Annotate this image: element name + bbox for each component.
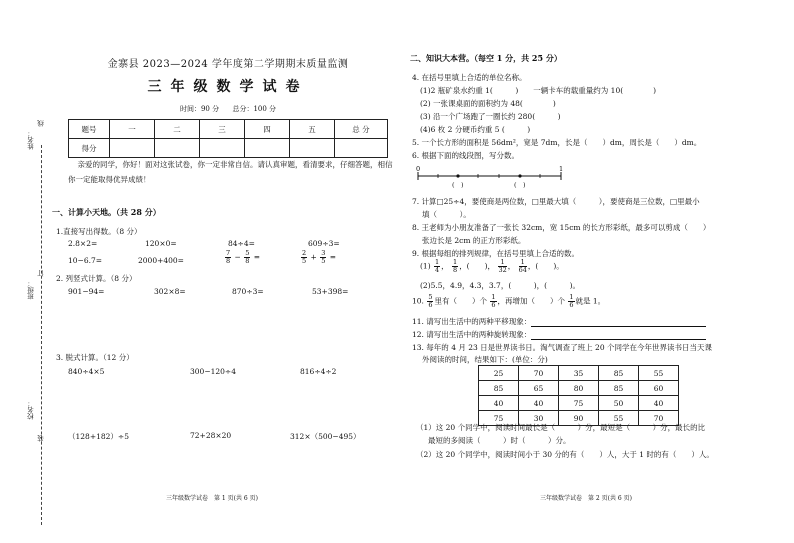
page-left xyxy=(50,0,395,543)
number-line-answer[interactable]: ( ) xyxy=(452,181,464,189)
question-4-1: (1)2 瓶矿泉水约重 1( ) 一辆卡车的载重量约为 10( ) xyxy=(420,86,657,95)
question-6: 6. 根据下面的线段图，写分数。 xyxy=(412,151,520,160)
table-cell: 80 xyxy=(559,381,599,396)
table-cell: 50 xyxy=(599,396,639,411)
question-4: 4. 在括号里填上合适的单位名称。 xyxy=(412,73,527,82)
exam-meta xyxy=(78,104,378,114)
vertical-calc-item: 53+398= xyxy=(312,287,349,296)
question-5: 5. 一个长方形的面积是 56dm²，宽是 7dm，长是（ ）dm，周长是（ ）dm。 xyxy=(412,138,702,147)
question-4-4: (4)6 枚 2 分硬币约重 5 ( ) xyxy=(420,125,531,134)
calc-item: 2000+400= xyxy=(138,256,184,265)
number-line-one: 1 xyxy=(559,165,564,173)
question-9-2: (2)5.5，4.9，4.3，3.7，( )，( )。 xyxy=(420,281,581,290)
calc-fraction-item: $\frac{2}{5}$ + $\frac{3}{5}$ = xyxy=(302,249,337,265)
calc-item: 2.8×2= xyxy=(68,239,98,248)
table-cell: 35 xyxy=(559,366,599,381)
page-right xyxy=(410,0,785,543)
question-1: 1.直接写出得数。（8 分） xyxy=(56,227,142,236)
question-4-3: (3) 沿一个广场跑了一圈长约 280( ) xyxy=(420,112,561,121)
exam-title: 金寨县 2023—2024 学年度第二学期期末质量监测 xyxy=(107,59,349,70)
table-cell: 55 xyxy=(639,366,679,381)
stepwise-calc-item: 72+28×20 xyxy=(190,431,232,440)
intro-text: 亲爱的同学，你好！面对这张试卷，你一定非常自信。请认真审题，看清要求，仔细答题，相信你一定能取得优异成绩！ xyxy=(68,160,393,184)
cut-char-1: 线 xyxy=(37,120,45,127)
table-cell: 90 xyxy=(559,411,599,426)
score-table xyxy=(68,119,388,158)
score-cell[interactable] xyxy=(290,139,335,158)
stepwise-calc-item: 816÷4÷2 xyxy=(300,367,337,376)
score-header: 四 xyxy=(245,120,290,139)
class-label: 班级： xyxy=(27,280,35,300)
score-header: 总 分 xyxy=(335,120,388,139)
answer-line[interactable] xyxy=(531,331,706,340)
calc-fraction-item: $\frac{7}{8}$ − $\frac{5}{8}$ = xyxy=(226,249,261,265)
score-cell[interactable] xyxy=(335,139,388,158)
score-cell[interactable] xyxy=(200,139,245,158)
stepwise-calc-item: （128+182）÷5 xyxy=(68,432,129,441)
vertical-calc-item: 870÷3= xyxy=(232,287,264,296)
question-7: 7. 计算□25÷4，要使商是两位数，□里最大填（ ），要使商是三位数，□里最小 xyxy=(412,197,700,206)
calc-item: 609÷3= xyxy=(308,239,340,248)
score-header: 二 xyxy=(155,120,200,139)
stepwise-calc-item: 300−120÷4 xyxy=(190,367,236,376)
answer-line[interactable] xyxy=(531,318,706,327)
binding-line xyxy=(41,145,42,525)
question-3: 3. 脱式计算。（12 分） xyxy=(56,353,134,362)
question-4-2: (2) 一张课桌面的面积约为 48( ) xyxy=(420,99,556,108)
table-cell: 40 xyxy=(519,396,559,411)
question-13-cont: 外阅读的时间，结果如下：(单位：分) xyxy=(422,355,548,364)
table-cell: 40 xyxy=(479,396,519,411)
table-cell: 75 xyxy=(559,396,599,411)
question-8-cont: 张边长是 2cm 的正方形彩纸。 xyxy=(422,236,526,245)
number-line xyxy=(416,165,566,190)
number-line-zero: 0 xyxy=(416,165,421,173)
question-11: 11. 请写出生活中的两种平移现象： xyxy=(412,316,706,327)
table-cell: 70 xyxy=(639,411,679,426)
stepwise-calc-item: 840÷4×5 xyxy=(68,367,105,376)
page-footer: 三年级数学试卷 第 2 页(共 6 页) xyxy=(540,495,632,502)
calc-item: 120×0= xyxy=(145,239,177,248)
question-7-cont: 填（ ）。 xyxy=(422,210,471,219)
cut-char-2: 订 xyxy=(37,270,45,277)
question-12: 12. 请写出生活中的两种旋转现象： xyxy=(412,329,706,340)
section-2-title: 二、知识大本营。（每空 1 分，共 25 分） xyxy=(410,53,562,63)
page-footer: 三年级数学试卷 第 1 页(共 6 页) xyxy=(166,495,258,502)
question-13-1: （1）这 20 个同学中，阅读时间最长是（ ）分，最短是（ ）分，最长的比 xyxy=(416,423,706,432)
question-9-1: (1) $\frac{1}{4}$ ， $\frac{1}{8}$ ，( )， $\frac{1}{32}$ ， $\frac{1}{64}$ ，( )。 xyxy=(420,258,564,274)
table-cell: 70 xyxy=(519,366,559,381)
table-cell: 60 xyxy=(639,381,679,396)
table-cell: 65 xyxy=(519,381,559,396)
vertical-calc-item: 302×8= xyxy=(154,287,186,296)
section-1-title: 一、计算小天地。（共 28 分） xyxy=(52,207,161,217)
table-cell: 40 xyxy=(639,396,679,411)
question-2: 2. 列竖式计算。（8 分） xyxy=(56,274,137,283)
calc-item: 84÷4= xyxy=(228,239,255,248)
name-label: 姓名： xyxy=(27,130,35,150)
exam-subtitle: 三年级数学试卷 xyxy=(147,79,309,95)
question-13: 13. 每年的 4 月 23 日是世界读书日。淘气调查了班上 20 个同学在今年世界读书日当天课 xyxy=(412,343,712,352)
reading-time-table xyxy=(478,365,679,426)
table-cell: 85 xyxy=(599,366,639,381)
score-cell[interactable] xyxy=(110,139,155,158)
stepwise-calc-item: 312×（500−495） xyxy=(290,432,361,441)
score-header: 三 xyxy=(200,120,245,139)
score-header: 五 xyxy=(290,120,335,139)
school-label: 校名： xyxy=(27,400,35,420)
calc-item: 10−6.7= xyxy=(68,256,103,265)
table-cell: 30 xyxy=(519,411,559,426)
question-8: 8. 王老师为小朋友准备了一张长 32cm，宽 15cm 的长方形彩纸，最多可以剪成（ ） xyxy=(412,223,711,232)
table-cell: 85 xyxy=(599,381,639,396)
score-cell[interactable] xyxy=(155,139,200,158)
question-13-1-cont: 最短的多阅读（ ）时（ ）分。 xyxy=(428,436,571,445)
score-header: 题号 xyxy=(69,120,110,139)
number-line-answer[interactable]: ( ) xyxy=(514,181,526,189)
score-cell[interactable] xyxy=(245,139,290,158)
binding-margin xyxy=(4,70,44,470)
question-9: 9. 根据每组的排列规律，在括号里填上合适的数。 xyxy=(412,249,580,258)
table-cell: 85 xyxy=(479,381,519,396)
cut-char-3: 装 xyxy=(37,435,45,442)
table-cell: 75 xyxy=(479,411,519,426)
table-cell: 55 xyxy=(599,411,639,426)
score-row-label: 得分 xyxy=(69,139,110,158)
total-label: 总分：100 分 xyxy=(232,105,277,113)
question-10: 10. $\frac{5}{6}$ 里有（ ）个 $\frac{1}{6}$ ，再增加（ ）个 $\frac{1}{6}$ 就是 1。 xyxy=(412,293,606,309)
table-cell: 25 xyxy=(479,366,519,381)
score-header: 一 xyxy=(110,120,155,139)
vertical-calc-item: 901−94= xyxy=(68,287,105,296)
time-label: 时间：90 分 xyxy=(179,105,220,113)
question-13-2: （2）这 20 个同学中，阅读时间小于 30 分的有（ ）人，大于 1 时的有（ ）人。 xyxy=(416,450,714,459)
